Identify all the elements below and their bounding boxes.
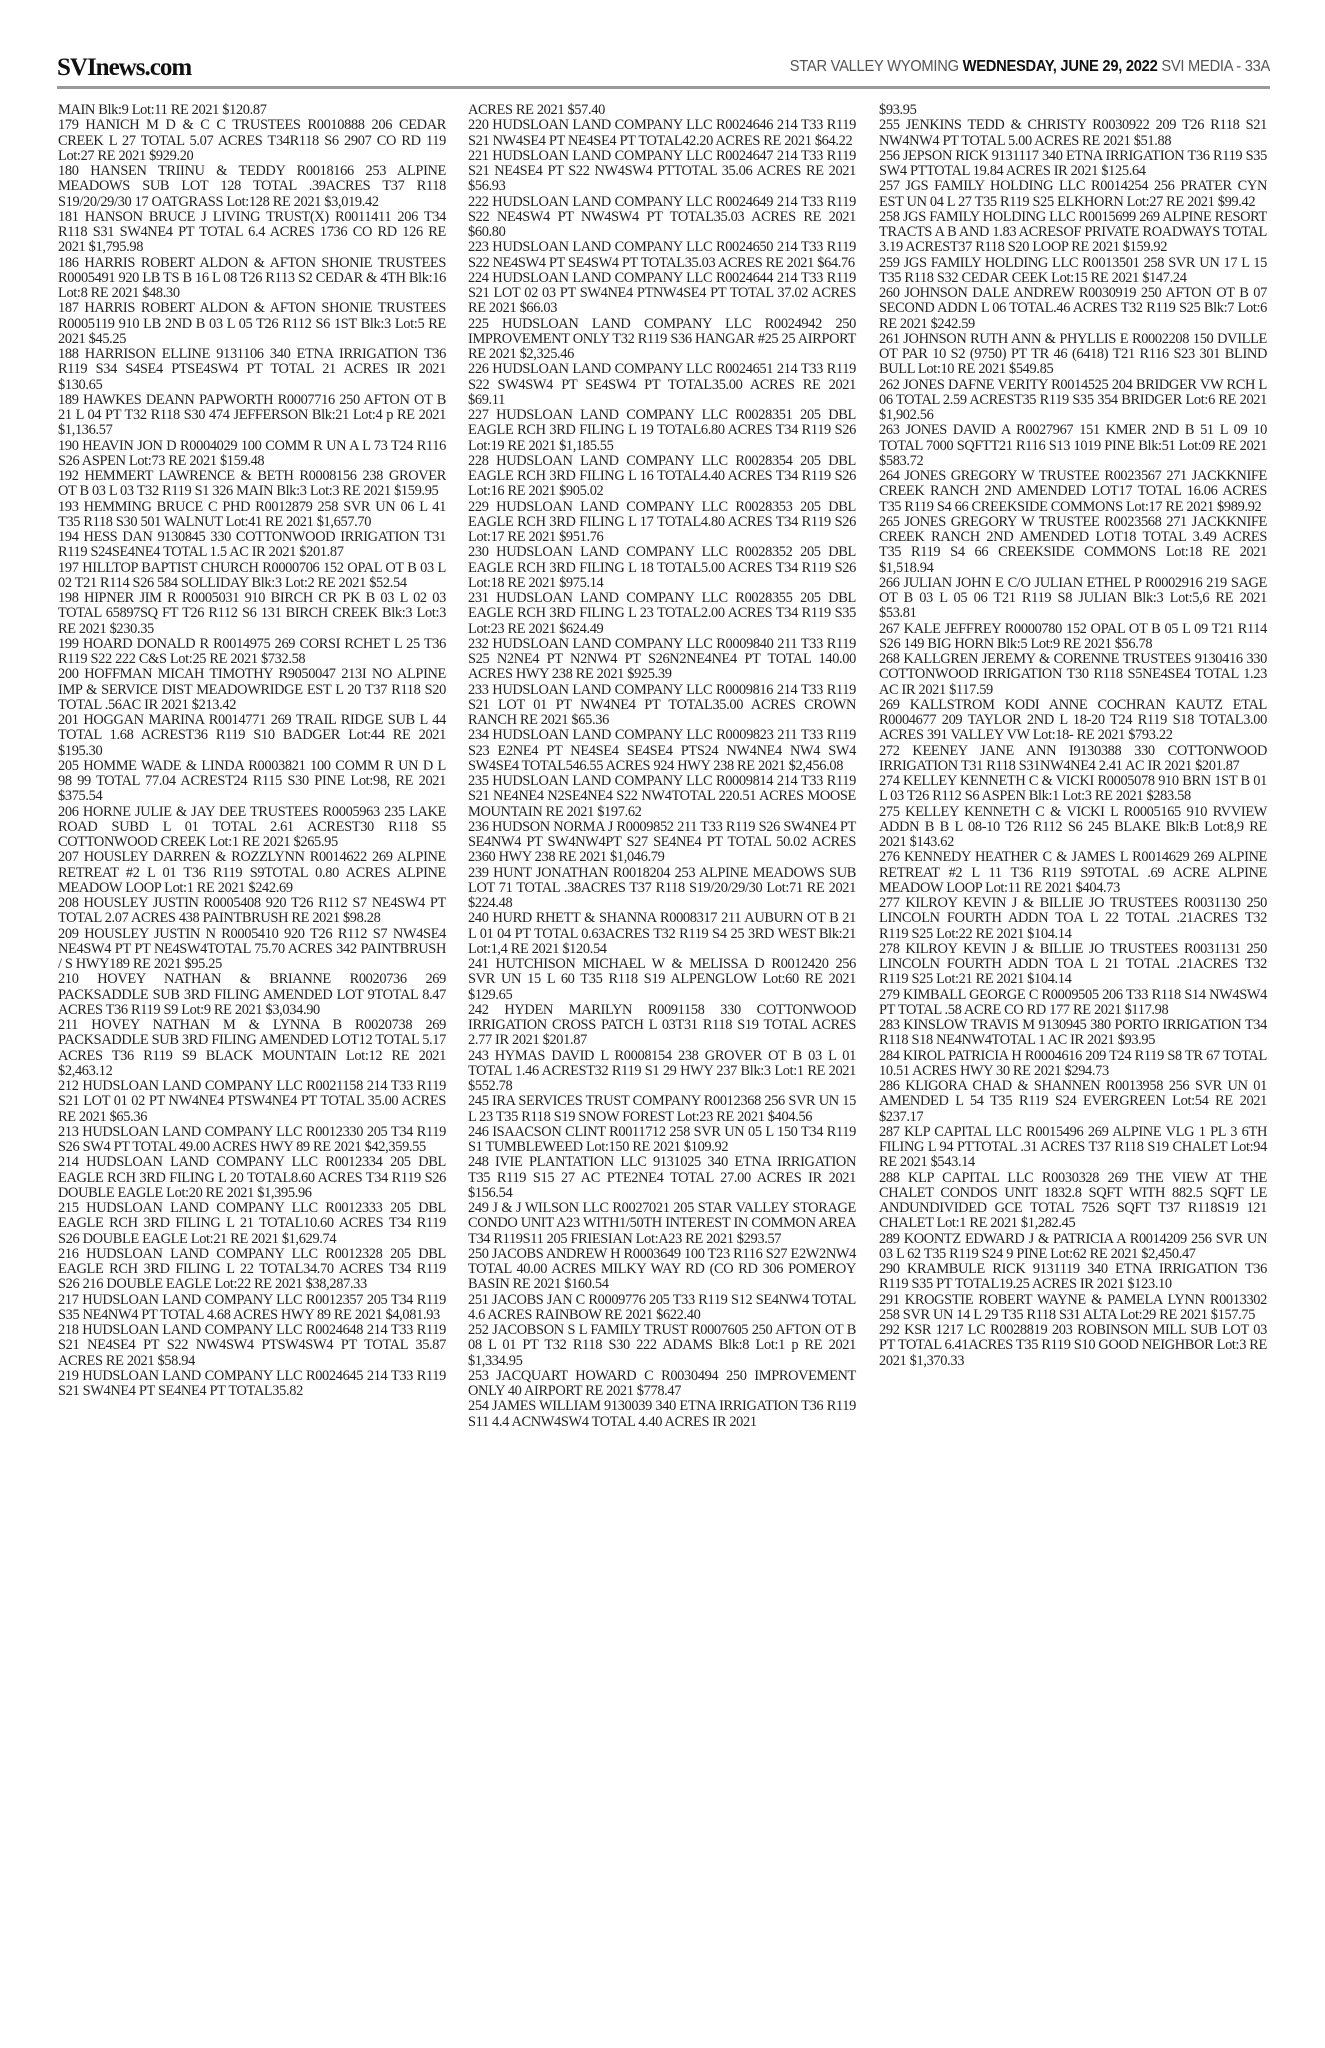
listing-entry: 289 KOONTZ EDWARD J & PATRICIA A R0014209 256 SVR UN 03 L 62 T35 R119 S24 9 PINE Lot:62 RE 2021 $2,450.47 <box>879 1230 1267 1262</box>
listing-entry: 230 HUDSLOAN LAND COMPANY LLC R0028352 205 DBL EAGLE RCH 3RD FILING L 18 TOTAL5.00 ACRES T34 R119 S26 Lot:18 RE 2021 $975.14 <box>468 544 856 591</box>
listing-entry: 258 JGS FAMILY HOLDING LLC R0015699 269 ALPINE RESORT TRACTS A B AND 1.83 ACRESOF PRIVATE ROADWAYS TOTAL 3.19 ACREST37 R118 S20 LOOP RE 2021 $159.92 <box>879 208 1267 256</box>
listing-entry: 239 HUNT JONATHAN R0018204 253 ALPINE MEADOWS SUB LOT 71 TOTAL .38ACRES T37 R118 S19/20/29/30 Lot:71 RE 2021 $224.48 <box>468 864 856 911</box>
listing-entry: 192 HEMMERT LAWRENCE & BETH R0008156 238 GROVER OT B 03 L 03 T32 R119 S1 326 MAIN Blk:3 Lot:3 RE 2021 $159.95 <box>58 468 446 500</box>
listing-entry: 242 HYDEN MARILYN R0091158 330 COTTONWOOD IRRIGATION CROSS PATCH L 03T31 R118 S19 TOTAL ACRES 2.77 IR 2021 $201.87 <box>468 1001 856 1049</box>
listing-entry: 224 HUDSLOAN LAND COMPANY LLC R0024644 214 T33 R119 S21 LOT 02 03 PT SW4NE4 PTNW4SE4 PT TOTAL 37.02 ACRES RE 2021 $66.03 <box>468 269 856 317</box>
listing-entry: $93.95 <box>879 102 917 118</box>
listing-entry: 274 KELLEY KENNETH C & VICKI R0005078 910 BRN 1ST B 01 L 03 T26 R112 S6 ASPEN Blk:1 Lot:3 RE 2021 $283.58 <box>879 773 1267 805</box>
listing-entry: 214 HUDSLOAN LAND COMPANY LLC R0012334 205 DBL EAGLE RCH 3RD FILING L 20 TOTAL8.60 ACRES T34 R119 S26 DOUBLE EAGLE Lot:20 RE 2021 $1,395.96 <box>58 1154 446 1201</box>
issue-date: WEDNESDAY, JUNE 29, 2022 <box>962 58 1158 75</box>
listing-entry: 278 KILROY KEVIN J & BILLIE JO TRUSTEES R0031131 250 LINCOLN FOURTH ADDN TOA L 21 TOTAL .21ACRES T32 R119 S25 Lot:21 RE 2021 $104.14 <box>879 940 1267 988</box>
column-3 <box>879 103 1267 1369</box>
listing-entry: 260 JOHNSON DALE ANDREW R0030919 250 AFTON OT B 07 SECOND ADDN L 06 TOTAL.46 ACRES T32 R119 S25 Blk:7 Lot:6 RE 2021 $242.59 <box>879 285 1267 332</box>
listing-entry: 267 KALE JEFFREY R0000780 152 OPAL OT B 05 L 09 T21 R114 S26 149 BIG HORN Blk:5 Lot:9 RE 2021 $56.78 <box>879 620 1267 652</box>
listing-entry: 259 JGS FAMILY HOLDING LLC R0013501 258 SVR UN 17 L 15 T35 R118 S32 CEDAR CEEK Lot:15 RE 2021 $147.24 <box>879 254 1267 286</box>
listing-entry: 198 HIPNER JIM R R0005031 910 BIRCH CR PK B 03 L 02 03 TOTAL 65897SQ FT T26 R112 S6 131 BIRCH CREEK Blk:3 Lot:3 RE 2021 $230.35 <box>58 590 446 637</box>
site-name: SVInews.com <box>57 54 192 81</box>
listing-entry: 235 HUDSLOAN LAND COMPANY LLC R0009814 214 T33 R119 S21 NE4NE4 N2SE4NE4 S22 NW4TOTAL 220.51 ACRES MOOSE MOUNTAIN RE 2021 $197.62 <box>468 773 856 820</box>
listing-entry: 263 JONES DAVID A R0027967 151 KMER 2ND B 51 L 09 10 TOTAL 7000 SQFTT21 R116 S13 1019 PINE Blk:51 Lot:09 RE 2021 $583.72 <box>879 422 1267 469</box>
listing-entry: 265 JONES GREGORY W TRUSTEE R0023568 271 JACKKNIFE CREEK RANCH 2ND AMENDED LOT18 TOTAL 3.49 ACRES T35 R119 S4 66 CREEKSIDE COMMONS Lot:18 RE 2021 $1,518.94 <box>879 513 1267 576</box>
listing-entry: 250 JACOBS ANDREW H R0003649 100 T23 R116 S27 E2W2NW4 TOTAL 40.00 ACRES MILKY WAY RD (CO RD 306 POMEROY BASIN RE 2021 $160.54 <box>468 1245 856 1293</box>
listing-entry: 231 HUDSLOAN LAND COMPANY LLC R0028355 205 DBL EAGLE RCH 3RD FILING L 23 TOTAL2.00 ACRES T34 R119 S35 Lot:23 RE 2021 $624.49 <box>468 590 856 637</box>
listing-entry: 292 KSR 1217 LC R0028819 203 ROBINSON MILL SUB LOT 03 PT TOTAL 6.41ACRES T35 R119 S10 GOOD NEIGHBOR Lot:3 RE 2021 $1,370.33 <box>879 1322 1267 1369</box>
listing-entry: 206 HORNE JULIE & JAY DEE TRUSTEES R0005963 235 LAKE ROAD SUBD L 01 TOTAL 2.61 ACREST30 R118 S5 COTTONWOOD CREEK Lot:1 RE 2021 $265.95 <box>58 803 446 850</box>
column-1 <box>58 103 446 1399</box>
listing-entry: 217 HUDSLOAN LAND COMPANY LLC R0012357 205 T34 R119 S35 NE4NW4 PT TOTAL 4.68 ACRES HWY 89 RE 2021 $4,081.93 <box>58 1291 446 1323</box>
listing-entry: 209 HOUSLEY JUSTIN N R0005410 920 T26 R112 S7 NW4SE4 NE4SW4 PT PT NE4SW4TOTAL 75.70 ACRES 342 PAINTBRUSH / S HWY189 RE 2021 $95.25 <box>58 925 446 972</box>
listing-entry: 291 KROGSTIE ROBERT WAYNE & PAMELA LYNN R0013302 258 SVR UN 14 L 29 T35 R118 S31 ALTA Lot:29 RE 2021 $157.75 <box>879 1291 1267 1323</box>
listing-entry: 279 KIMBALL GEORGE C R0009505 206 T33 R118 S14 NW4SW4 PT TOTAL .58 ACRE CO RD 177 RE 2021 $117.98 <box>879 986 1267 1018</box>
listing-entry: 234 HUDSLOAN LAND COMPANY LLC R0009823 211 T33 R119 S23 E2NE4 PT NE4SE4 SE4SE4 PTS24 NW4NE4 NW4 SW4 SW4SE4 TOTAL546.55 ACRES 924 HWY 238 RE 2021 $2,456.08 <box>468 727 856 774</box>
listing-entry: 249 J & J WILSON LLC R0027021 205 STAR VALLEY STORAGE CONDO UNIT A23 WITH1/50TH INTEREST IN COMMON AREA T34 R119S11 205 FRIESIAN Lot:A23 RE 2021 $293.57 <box>468 1200 856 1247</box>
listing-entry: 286 KLIGORA CHAD & SHANNEN R0013958 256 SVR UN 01 AMENDED L 54 T35 R119 S24 EVERGREEN Lot:54 RE 2021 $237.17 <box>879 1078 1267 1125</box>
listing-entry: 213 HUDSLOAN LAND COMPANY LLC R0012330 205 T34 R119 S26 SW4 PT TOTAL 49.00 ACRES HWY 89 RE 2021 $42,359.55 <box>58 1123 446 1155</box>
listing-entry: 251 JACOBS JAN C R0009776 205 T33 R119 S12 SE4NW4 TOTAL 4.6 ACRES RAINBOW RE 2021 $622.40 <box>468 1291 856 1323</box>
listing-entry: 272 KEENEY JANE ANN I9130388 330 COTTONWOOD IRRIGATION T31 R118 S31NW4NE4 2.41 AC IR 2021 $201.87 <box>879 742 1267 774</box>
listing-entry: 232 HUDSLOAN LAND COMPANY LLC R0009840 211 T33 R119 S25 N2NE4 PT N2NW4 PT S26N2NE4NE4 PT TOTAL 140.00 ACRES HWY 238 RE 2021 $925.39 <box>468 635 856 683</box>
listing-entry: 205 HOMME WADE & LINDA R0003821 100 COMM R UN D L 98 99 TOTAL 77.04 ACREST24 R115 S30 PINE Lot:98, RE 2021 $375.54 <box>58 757 446 805</box>
listing-entry: 252 JACOBSON S L FAMILY TRUST R0007605 250 AFTON OT B 08 L 01 PT T32 R118 S30 222 ADAMS Blk:8 Lot:1 p RE 2021 $1,334.95 <box>468 1322 856 1369</box>
listing-entry: 256 JEPSON RICK 9131117 340 ETNA IRRIGATION T36 R119 S35 SW4 PTTOTAL 19.84 ACRES IR 2021 $125.64 <box>879 147 1267 179</box>
listing-entry: 215 HUDSLOAN LAND COMPANY LLC R0012333 205 DBL EAGLE RCH 3RD FILING L 21 TOTAL10.60 ACRES T34 R119 S26 DOUBLE EAGLE Lot:21 RE 2021 $1,629.74 <box>58 1200 446 1247</box>
listing-entry: ACRES RE 2021 $57.40 <box>468 102 605 118</box>
column-2 <box>468 103 856 1430</box>
listing-entry: 212 HUDSLOAN LAND COMPANY LLC R0021158 214 T33 R119 S21 LOT 01 02 PT NW4NE4 PTSW4NE4 PT TOTAL 35.00 ACRES RE 2021 $65.36 <box>58 1078 446 1125</box>
listing-entry: 194 HESS DAN 9130845 330 COTTONWOOD IRRIGATION T31 R119 S24SE4NE4 TOTAL 1.5 AC IR 2021 $201.87 <box>58 529 446 561</box>
listing-entry: 211 HOVEY NATHAN M & LYNNA B R0020738 269 PACKSADDLE SUB 3RD FILING AMENDED LOT12 TOTAL 5.17 ACRES T36 R119 S9 BLACK MOUNTAIN Lot:12 RE 2021 $2,463.12 <box>58 1017 446 1079</box>
listing-entry: 253 JACQUART HOWARD C R0030494 250 IMPROVEMENT ONLY 40 AIRPORT RE 2021 $778.47 <box>468 1367 856 1399</box>
listing-entry: 262 JONES DAFNE VERITY R0014525 204 BRIDGER VW RCH L 06 TOTAL 2.59 ACREST35 R119 S35 354 BRIDGER Lot:6 RE 2021 $1,902.56 <box>879 376 1267 423</box>
listing-entry: 248 IVIE PLANTATION LLC 9131025 340 ETNA IRRIGATION T35 R119 S15 27 AC PTE2NE4 TOTAL 27.00 ACRES IR 2021 $156.54 <box>468 1154 856 1201</box>
listing-entry: 261 JOHNSON RUTH ANN & PHYLLIS E R0002208 150 DVILLE OT PAR 10 S2 (9750) PT TR 46 (6418) T21 R116 S23 301 BLIND BULL Lot:10 RE 2021 $549.85 <box>879 330 1267 378</box>
listing-entry: 207 HOUSLEY DARREN & ROZZLYNN R0014622 269 ALPINE RETREAT #2 L 01 T36 R119 S9TOTAL 0.80 ACRES ALPINE MEADOW LOOP Lot:1 RE 2021 $242.69 <box>58 849 446 896</box>
listing-entry: 275 KELLEY KENNETH C & VICKI L R0005165 910 RVVIEW ADDN B B L 08-10 T26 R112 S6 245 BLAKE Blk:B Lot:8,9 RE 2021 $143.62 <box>879 803 1267 850</box>
listing-entry: 246 ISAACSON CLINT R0011712 258 SVR UN 05 L 150 T34 R119 S1 TUMBLEWEED Lot:150 RE 2021 $109.92 <box>468 1123 856 1155</box>
listing-entry: 240 HURD RHETT & SHANNA R0008317 211 AUBURN OT B 21 L 01 04 PT TOTAL 0.63ACRES T32 R119 S4 25 3RD WEST Blk:21 Lot:1,4 RE 2021 $120.54 <box>468 910 856 957</box>
listing-entry: 208 HOUSLEY JUSTIN R0005408 920 T26 R112 S7 NE4SW4 PT TOTAL 2.07 ACRES 438 PAINTBRUSH RE 2021 $98.28 <box>58 895 446 927</box>
region: STAR VALLEY WYOMING <box>789 58 959 75</box>
listing-entry: 222 HUDSLOAN LAND COMPANY LLC R0024649 214 T33 R119 S22 NE4SW4 PT NW4SW4 PT TOTAL35.03 ACRES RE 2021 $60.80 <box>468 193 856 240</box>
listing-entry: 220 HUDSLOAN LAND COMPANY LLC R0024646 214 T33 R119 S21 NW4SE4 PT NE4SE4 PT TOTAL42.20 ACRES RE 2021 $64.22 <box>468 117 856 149</box>
listing-entry: 229 HUDSLOAN LAND COMPANY LLC R0028353 205 DBL EAGLE RCH 3RD FILING L 17 TOTAL4.80 ACRES T34 R119 S26 Lot:17 RE 2021 $951.76 <box>468 498 856 545</box>
listing-entry: 219 HUDSLOAN LAND COMPANY LLC R0024645 214 T33 R119 S21 SW4NE4 PT SE4NE4 PT TOTAL35.82 <box>58 1367 446 1399</box>
listing-entry: 188 HARRISON ELLINE 9131106 340 ETNA IRRIGATION T36 R119 S34 S4SE4 PTSE4SW4 PT TOTAL 21 ACRES IR 2021 $130.65 <box>58 346 446 393</box>
listing-entry: 226 HUDSLOAN LAND COMPANY LLC R0024651 214 T33 R119 S22 SW4SW4 PT SE4SW4 PT TOTAL35.00 ACRES RE 2021 $69.11 <box>468 361 856 408</box>
listing-entry: 223 HUDSLOAN LAND COMPANY LLC R0024650 214 T33 R119 S22 NE4SW4 PT SE4SW4 PT TOTAL35.03 ACRES RE 2021 $64.76 <box>468 239 856 271</box>
listing-entry: 277 KILROY KEVIN J & BILLIE JO TRUSTEES R0031130 250 LINCOLN FOURTH ADDN TOA L 22 TOTAL .21ACRES T32 R119 S25 Lot:22 RE 2021 $104.14 <box>879 895 1267 942</box>
listing-entry: 218 HUDSLOAN LAND COMPANY LLC R0024648 214 T33 R119 S21 NE4SE4 PT S22 NW4SW4 PTSW4SW4 PT TOTAL 35.87 ACRES RE 2021 $58.94 <box>58 1322 446 1369</box>
listing-entry: 264 JONES GREGORY W TRUSTEE R0023567 271 JACKKNIFE CREEK RANCH 2ND AMENDED LOT17 TOTAL 16.06 ACRES T35 R119 S4 66 CREEKSIDE COMMONS Lot:17 RE 2021 $989.92 <box>879 468 1267 515</box>
listing-entry: 266 JULIAN JOHN E C/O JULIAN ETHEL P R0002916 219 SAGE OT B 03 L 05 06 T21 R119 S8 JULIAN Blk:3 Lot:5,6 RE 2021 $53.81 <box>879 574 1267 622</box>
listing-entry: 255 JENKINS TEDD & CHRISTY R0030922 209 T26 R118 S21 NW4NW4 PT TOTAL 5.00 ACRES RE 2021 $51.88 <box>879 117 1267 149</box>
listing-entry: 199 HOARD DONALD R R0014975 269 CORSI RCHET L 25 T36 R119 S22 222 C&S Lot:25 RE 2021 $732.58 <box>58 635 446 667</box>
listing-entry: 233 HUDSLOAN LAND COMPANY LLC R0009816 214 T33 R119 S21 LOT 01 PT NW4NE4 PT TOTAL35.00 ACRES CROWN RANCH RE 2021 $65.36 <box>468 681 856 728</box>
listing-entry: 236 HUDSON NORMA J R0009852 211 T33 R119 S26 SW4NE4 PT SE4NW4 PT SW4NW4PT S27 SE4NE4 PT TOTAL 50.02 ACRES 2360 HWY 238 RE 2021 $1,046.79 <box>468 818 856 866</box>
listing-entry: 268 KALLGREN JEREMY & CORENNE TRUSTEES 9130416 330 COTTONWOOD IRRIGATION T30 R118 S5NE4SE4 TOTAL 1.23 AC IR 2021 $117.59 <box>879 651 1267 698</box>
listing-entry: 197 HILLTOP BAPTIST CHURCH R0000706 152 OPAL OT B 03 L 02 T21 R114 S26 584 SOLLIDAY Blk:3 Lot:2 RE 2021 $52.54 <box>58 559 446 591</box>
dateline <box>790 58 1270 76</box>
page-number: SVI MEDIA - 33A <box>1161 58 1270 75</box>
listing-entry: 290 KRAMBULE RICK 9131119 340 ETNA IRRIGATION T36 R119 S35 PT TOTAL19.25 ACRES IR 2021 $123.10 <box>879 1261 1267 1293</box>
listing-entry: 243 HYMAS DAVID L R0008154 238 GROVER OT B 03 L 01 TOTAL 1.46 ACREST32 R119 S1 29 HWY 237 Blk:3 Lot:1 RE 2021 $552.78 <box>468 1047 856 1094</box>
listing-entry: 221 HUDSLOAN LAND COMPANY LLC R0024647 214 T33 R119 S21 NE4SE4 PT S22 NW4SW4 PTTOTAL 35.06 ACRES RE 2021 $56.93 <box>468 147 856 195</box>
listing-entry: 257 JGS FAMILY HOLDING LLC R0014254 256 PRATER CYN EST UN 04 L 27 T35 R119 S25 ELKHORN Lot:27 RE 2021 $99.42 <box>879 178 1267 210</box>
listing-entry: 287 KLP CAPITAL LLC R0015496 269 ALPINE VLG 1 PL 3 6TH FILING L 94 PTTOTAL .31 ACRES T37 R118 S19 CHALET Lot:94 RE 2021 $543.14 <box>879 1123 1267 1171</box>
listing-entry: 179 HANICH M D & C C TRUSTEES R0010888 206 CEDAR CREEK L 27 TOTAL 5.07 ACRES T34R118 S6 2907 CO RD 119 Lot:27 RE 2021 $929.20 <box>58 117 446 164</box>
listing-entry: 189 HAWKES DEANN PAPWORTH R0007716 250 AFTON OT B 21 L 04 PT T32 R118 S30 474 JEFFERSON Blk:21 Lot:4 p RE 2021 $1,136.57 <box>58 391 446 439</box>
listing-entry: MAIN Blk:9 Lot:11 RE 2021 $120.87 <box>58 102 267 118</box>
listing-entry: 288 KLP CAPITAL LLC R0030328 269 THE VIEW AT THE CHALET CONDOS UNIT 1832.8 SQFT WITH 882.5 SQFT LE ANDUNDIVIDED GCE TOTAL 7526 SQFT T37 R118S19 121 CHALET Lot:1 RE 2021 $1,282.45 <box>879 1169 1267 1232</box>
listing-entry: 186 HARRIS ROBERT ALDON & AFTON SHONIE TRUSTEES R0005491 920 LB TS B 16 L 08 T26 R113 S2 CEDAR & 4TH Blk:16 Lot:8 RE 2021 $48.30 <box>58 254 446 301</box>
listing-entry: 200 HOFFMAN MICAH TIMOTHY R9050047 213I NO ALPINE IMP & SERVICE DIST MEADOWRIDGE EST L 20 T37 R118 S20 TOTAL .56AC IR 2021 $213.42 <box>58 666 446 713</box>
listing-entry: 187 HARRIS ROBERT ALDON & AFTON SHONIE TRUSTEES R0005119 910 LB 2ND B 03 L 05 T26 R112 S6 1ST Blk:3 Lot:5 RE 2021 $45.25 <box>58 300 446 347</box>
listing-entry: 276 KENNEDY HEATHER C & JAMES L R0014629 269 ALPINE RETREAT #2 L 11 T36 R119 S9TOTAL .69 ACRE ALPINE MEADOW LOOP Lot:11 RE 2021 $404.73 <box>879 849 1267 896</box>
listing-entry: 284 KIROL PATRICIA H R0004616 209 T24 R119 S8 TR 67 TOTAL 10.51 ACRES HWY 30 RE 2021 $294.73 <box>879 1047 1267 1079</box>
listing-entry: 216 HUDSLOAN LAND COMPANY LLC R0012328 205 DBL EAGLE RCH 3RD FILING L 22 TOTAL34.70 ACRES T34 R119 S26 216 DOUBLE EAGLE Lot:22 RE 2021 $38,287.33 <box>58 1245 446 1293</box>
listing-entry: 241 HUTCHISON MICHAEL W & MELISSA D R0012420 256 SVR UN 15 L 60 T35 R118 S19 ALPENGLOW Lot:60 RE 2021 $129.65 <box>468 956 856 1003</box>
listing-entry: 180 HANSEN TRIINU & TEDDY R0018166 253 ALPINE MEADOWS SUB LOT 128 TOTAL .39ACRES T37 R118 S19/20/29/30 17 OATGRASS Lot:128 RE 2021 $3,019.42 <box>58 163 446 210</box>
listing-entry: 254 JAMES WILLIAM 9130039 340 ETNA IRRIGATION T36 R119 S11 4.4 ACNW4SW4 TOTAL 4.40 ACRES IR 2021 <box>468 1398 856 1430</box>
listing-entry: 283 KINSLOW TRAVIS M 9130945 380 PORTO IRRIGATION T34 R118 S18 NE4NW4TOTAL 1 AC IR 2021 $93.95 <box>879 1017 1267 1049</box>
listing-entry: 193 HEMMING BRUCE C PHD R0012879 258 SVR UN 06 L 41 T35 R118 S30 501 WALNUT Lot:41 RE 2021 $1,657.70 <box>58 498 446 530</box>
listing-entry: 245 IRA SERVICES TRUST COMPANY R0012368 256 SVR UN 15 L 23 T35 R118 S19 SNOW FOREST Lot:23 RE 2021 $404.56 <box>468 1093 856 1125</box>
listing-entry: 190 HEAVIN JON D R0004029 100 COMM R UN A L 73 T24 R116 S26 ASPEN Lot:73 RE 2021 $159.48 <box>58 437 446 469</box>
listing-entry: 210 HOVEY NATHAN & BRIANNE R0020736 269 PACKSADDLE SUB 3RD FILING AMENDED LOT 9TOTAL 8.47 ACRES T36 R119 S9 Lot:9 RE 2021 $3,034.90 <box>58 971 446 1018</box>
listing-entry: 201 HOGGAN MARINA R0014771 269 TRAIL RIDGE SUB L 44 TOTAL 1.68 ACREST36 R119 S10 BADGER Lot:44 RE 2021 $195.30 <box>58 712 446 759</box>
listing-entry: 269 KALLSTROM KODI ANNE COCHRAN KAUTZ ETAL R0004677 209 TAYLOR 2ND L 18-20 T24 R119 S18 TOTAL3.00 ACRES 391 VALLEY VW Lot:18- RE 2021 $793.22 <box>879 696 1267 744</box>
listing-entry: 225 HUDSLOAN LAND COMPANY LLC R0024942 250 IMPROVEMENT ONLY T32 R119 S36 HANGAR #25 25 AIRPORT RE 2021 $2,325.46 <box>468 315 856 362</box>
masthead <box>57 52 1270 89</box>
listing-entry: 228 HUDSLOAN LAND COMPANY LLC R0028354 205 DBL EAGLE RCH 3RD FILING L 16 TOTAL4.40 ACRES T34 R119 S26 Lot:16 RE 2021 $905.02 <box>468 452 856 500</box>
listing-entry: 181 HANSON BRUCE J LIVING TRUST(X) R0011411 206 T34 R118 S31 SW4NE4 PT TOTAL 6.4 ACRES 1736 CO RD 126 RE 2021 $1,795.98 <box>58 208 446 256</box>
listing-entry: 227 HUDSLOAN LAND COMPANY LLC R0028351 205 DBL EAGLE RCH 3RD FILING L 19 TOTAL6.80 ACRES T34 R119 S26 Lot:19 RE 2021 $1,185.55 <box>468 407 856 454</box>
